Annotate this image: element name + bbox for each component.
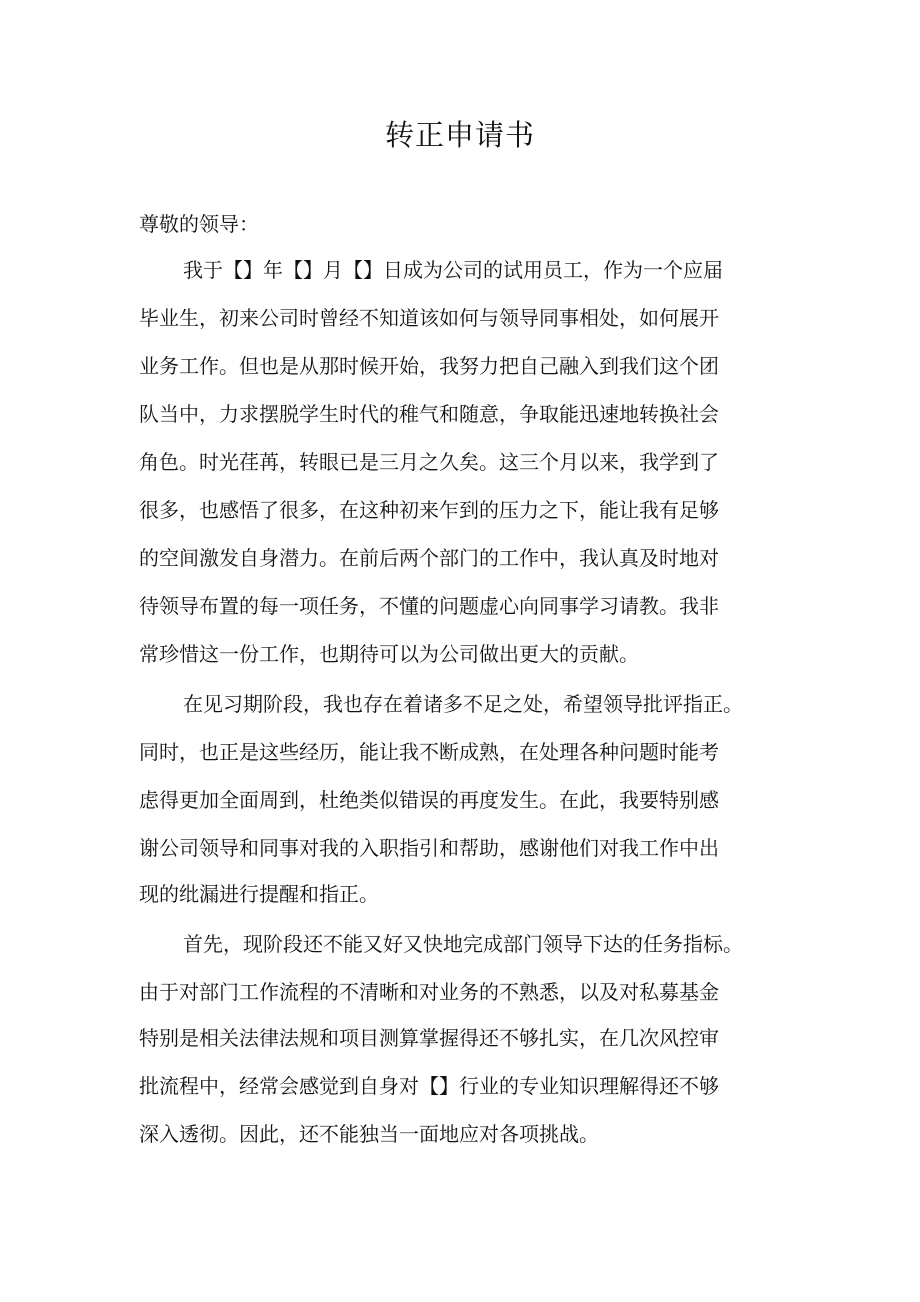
paragraph-line: 深入透彻。因此，还不能独当一面地应对各项挑战。: [139, 1122, 599, 1146]
paragraph-line: 业务工作。但也是从那时候开始，我努力把自己融入到我们这个团: [139, 354, 719, 378]
paragraph-line: 角色。时光荏苒，转眼已是三月之久矣。这三个月以来，我学到了: [139, 450, 719, 474]
salutation: 尊敬的领导：: [139, 212, 259, 236]
paragraph-line: 批流程中，经常会感觉到自身对【】行业的专业知识理解得还不够: [139, 1074, 719, 1098]
paragraph-line: 队当中，力求摆脱学生时代的稚气和随意，争取能迅速地转换社会: [139, 402, 719, 426]
paragraph-line: 由于对部门工作流程的不清晰和对业务的不熟悉，以及对私募基金: [139, 980, 719, 1004]
paragraph-line: 在见习期阶段，我也存在着诸多不足之处，希望领导批评指正。: [183, 692, 743, 716]
paragraph-line: 首先，现阶段还不能又好又快地完成部门领导下达的任务指标。: [183, 932, 743, 956]
paragraph-line: 虑得更加全面周到，杜绝类似错误的再度发生。在此，我要特别感: [139, 788, 719, 812]
paragraph-line: 很多，也感悟了很多，在这种初来乍到的压力之下，能让我有足够: [139, 498, 719, 522]
paragraph-line: 待领导布置的每一项任务，不懂的问题虚心向同事学习请教。我非: [139, 594, 719, 618]
paragraph-line: 我于【】年【】月【】日成为公司的试用员工，作为一个应届: [183, 258, 723, 282]
paragraph-line: 特别是相关法律法规和项目测算掌握得还不够扎实，在几次风控审: [139, 1026, 719, 1050]
paragraph-line: 常珍惜这一份工作，也期待可以为公司做出更大的贡献。: [139, 642, 639, 666]
paragraph-line: 毕业生，初来公司时曾经不知道该如何与领导同事相处，如何展开: [139, 306, 719, 330]
document-title: 转正申请书: [384, 118, 535, 152]
paragraph-line: 的空间激发自身潜力。在前后两个部门的工作中，我认真及时地对: [139, 546, 719, 570]
paragraph-line: 现的纰漏进行提醒和指正。: [139, 882, 379, 906]
paragraph-line: 谢公司领导和同事对我的入职指引和帮助，感谢他们对我工作中出: [139, 836, 719, 860]
paragraph-line: 同时，也正是这些经历，能让我不断成熟，在处理各种问题时能考: [139, 740, 719, 764]
